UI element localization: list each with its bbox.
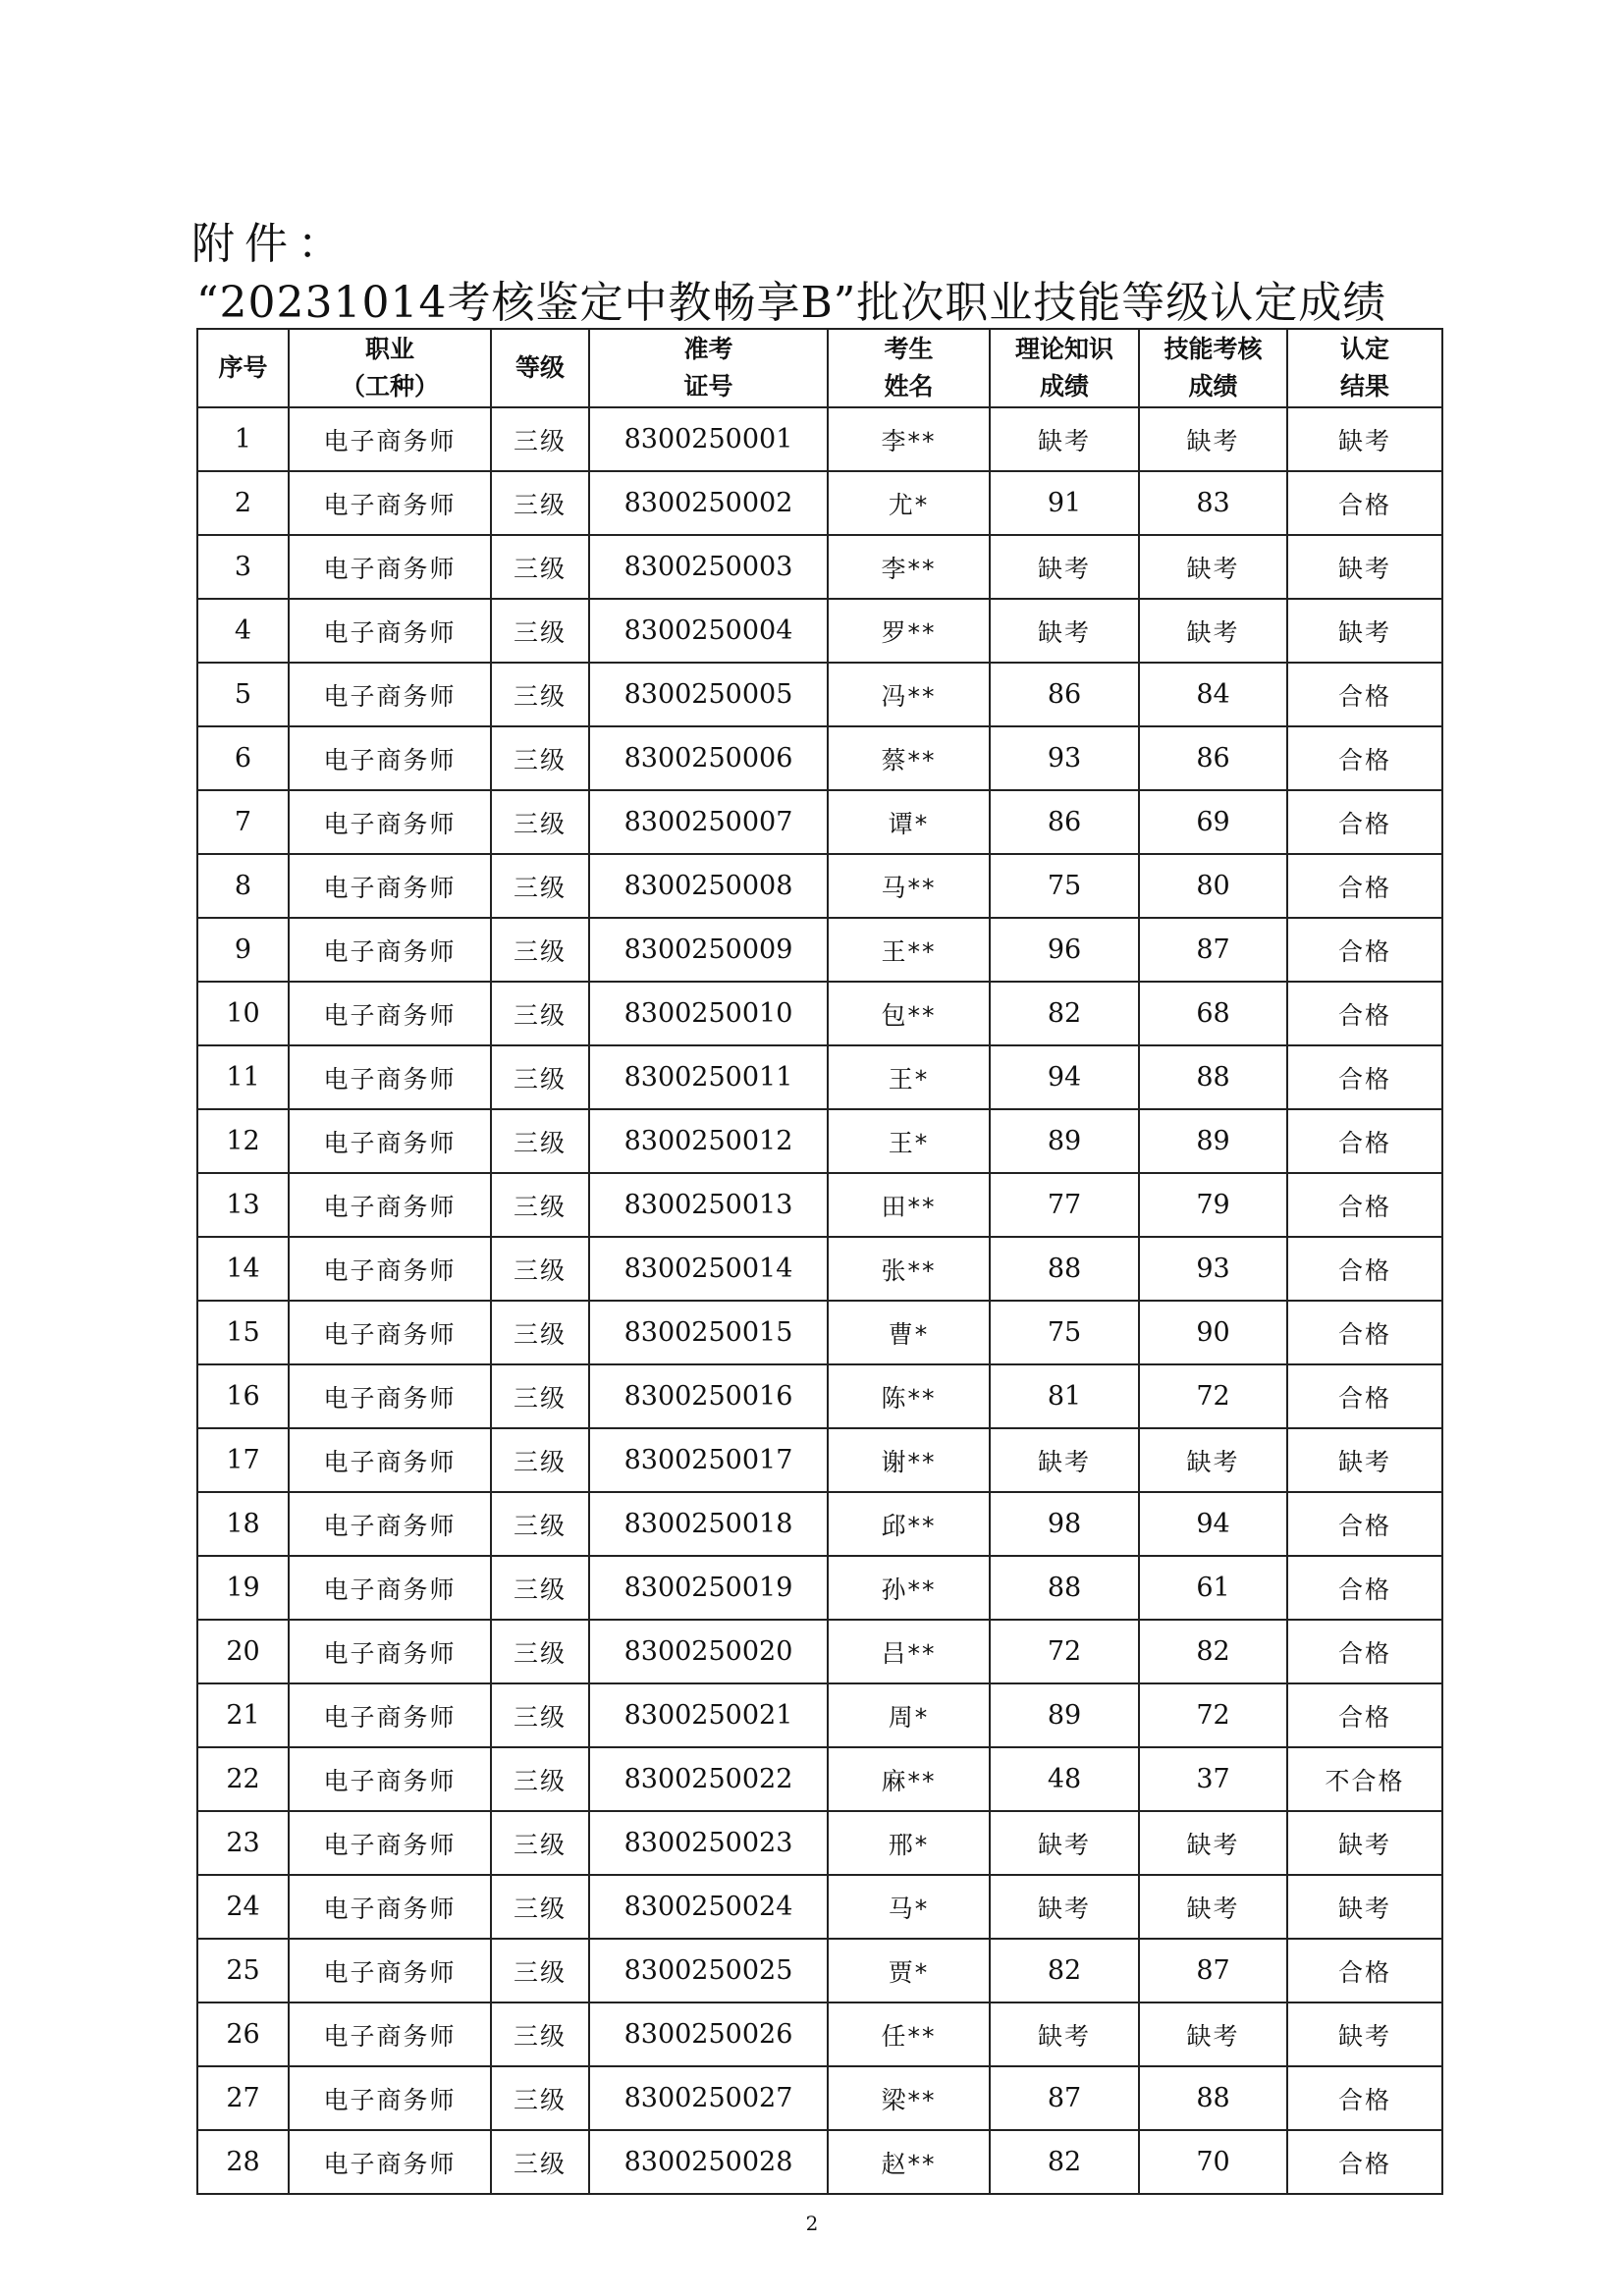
- cell-level: 三级: [491, 663, 589, 726]
- cell-exam-id: 8300250018: [589, 1492, 828, 1556]
- column-header-line2: 证号: [683, 372, 733, 400]
- cell-exam-id: 8300250012: [589, 1109, 828, 1173]
- table-row: [197, 2002, 1442, 2066]
- cell-theory-score: 91: [990, 471, 1139, 535]
- cell-exam-id: 8300250015: [589, 1301, 828, 1364]
- cell-exam-id: 8300250021: [589, 1683, 828, 1747]
- cell-exam-id: 8300250008: [589, 854, 828, 918]
- cell-skill-score: 87: [1139, 918, 1287, 982]
- cell-theory-score: 75: [990, 1301, 1139, 1364]
- cell-occupation: 电子商务师: [289, 1875, 491, 1939]
- cell-skill-score: 缺考: [1139, 1428, 1287, 1492]
- cell-skill-score: 72: [1139, 1683, 1287, 1747]
- cell-skill-score: 79: [1139, 1173, 1287, 1237]
- cell-result: 合格: [1287, 854, 1442, 918]
- table-row: [197, 2066, 1442, 2130]
- cell-exam-id: 8300250014: [589, 1237, 828, 1301]
- cell-occupation: 电子商务师: [289, 535, 491, 599]
- cell-candidate-name: 马*: [828, 1875, 990, 1939]
- column-header: [1287, 329, 1442, 407]
- cell-result: 合格: [1287, 1620, 1442, 1683]
- cell-result: 合格: [1287, 1109, 1442, 1173]
- table-header-row: [197, 329, 1442, 407]
- cell-candidate-name: 吕**: [828, 1620, 990, 1683]
- cell-seq: 20: [197, 1620, 289, 1683]
- cell-exam-id: 8300250004: [589, 599, 828, 663]
- cell-theory-score: 98: [990, 1492, 1139, 1556]
- cell-result: 合格: [1287, 663, 1442, 726]
- cell-exam-id: 8300250009: [589, 918, 828, 982]
- table-row: [197, 1683, 1442, 1747]
- cell-level: 三级: [491, 726, 589, 790]
- results-table: [196, 328, 1443, 2195]
- cell-occupation: 电子商务师: [289, 726, 491, 790]
- cell-level: 三级: [491, 1301, 589, 1364]
- cell-level: 三级: [491, 1811, 589, 1875]
- table-row: [197, 407, 1442, 471]
- cell-occupation: 电子商务师: [289, 1364, 491, 1428]
- cell-level: 三级: [491, 854, 589, 918]
- cell-level: 三级: [491, 1939, 589, 2002]
- table-row: [197, 1875, 1442, 1939]
- cell-exam-id: 8300250001: [589, 407, 828, 471]
- cell-skill-score: 90: [1139, 1301, 1287, 1364]
- cell-occupation: 电子商务师: [289, 1556, 491, 1620]
- cell-exam-id: 8300250027: [589, 2066, 828, 2130]
- cell-occupation: 电子商务师: [289, 1492, 491, 1556]
- cell-result: 缺考: [1287, 599, 1442, 663]
- cell-theory-score: 缺考: [990, 1428, 1139, 1492]
- cell-level: 三级: [491, 1556, 589, 1620]
- table-row: [197, 471, 1442, 535]
- cell-result: 合格: [1287, 1301, 1442, 1364]
- cell-skill-score: 89: [1139, 1109, 1287, 1173]
- cell-exam-id: 8300250022: [589, 1747, 828, 1811]
- cell-candidate-name: 罗**: [828, 599, 990, 663]
- cell-level: 三级: [491, 1428, 589, 1492]
- column-header: [197, 329, 289, 407]
- cell-seq: 8: [197, 854, 289, 918]
- cell-result: 合格: [1287, 1364, 1442, 1428]
- cell-level: 三级: [491, 1875, 589, 1939]
- cell-exam-id: 8300250019: [589, 1556, 828, 1620]
- cell-theory-score: 88: [990, 1556, 1139, 1620]
- table-row: [197, 1045, 1442, 1109]
- cell-theory-score: 81: [990, 1364, 1139, 1428]
- cell-level: 三级: [491, 1045, 589, 1109]
- cell-result: 缺考: [1287, 1428, 1442, 1492]
- cell-level: 三级: [491, 790, 589, 854]
- cell-seq: 22: [197, 1747, 289, 1811]
- cell-occupation: 电子商务师: [289, 1939, 491, 2002]
- cell-candidate-name: 赵**: [828, 2130, 990, 2194]
- cell-occupation: 电子商务师: [289, 1811, 491, 1875]
- cell-skill-score: 缺考: [1139, 1875, 1287, 1939]
- cell-level: 三级: [491, 1683, 589, 1747]
- cell-level: 三级: [491, 1237, 589, 1301]
- cell-skill-score: 82: [1139, 1620, 1287, 1683]
- cell-candidate-name: 任**: [828, 2002, 990, 2066]
- cell-theory-score: 缺考: [990, 1875, 1139, 1939]
- cell-seq: 28: [197, 2130, 289, 2194]
- cell-theory-score: 缺考: [990, 1811, 1139, 1875]
- table-row: [197, 1237, 1442, 1301]
- column-header-line1: 序号: [218, 353, 268, 382]
- cell-level: 三级: [491, 599, 589, 663]
- cell-theory-score: 94: [990, 1045, 1139, 1109]
- cell-exam-id: 8300250002: [589, 471, 828, 535]
- cell-candidate-name: 王*: [828, 1045, 990, 1109]
- column-header-line1: 等级: [514, 353, 565, 382]
- cell-occupation: 电子商务师: [289, 1301, 491, 1364]
- table-row: [197, 1939, 1442, 2002]
- cell-seq: 13: [197, 1173, 289, 1237]
- cell-skill-score: 61: [1139, 1556, 1287, 1620]
- cell-theory-score: 缺考: [990, 2002, 1139, 2066]
- column-header-line2: 结果: [1339, 372, 1389, 400]
- column-header: [491, 329, 589, 407]
- cell-occupation: 电子商务师: [289, 982, 491, 1045]
- cell-level: 三级: [491, 2002, 589, 2066]
- cell-occupation: 电子商务师: [289, 1747, 491, 1811]
- cell-level: 三级: [491, 1492, 589, 1556]
- cell-result: 合格: [1287, 790, 1442, 854]
- cell-occupation: 电子商务师: [289, 790, 491, 854]
- column-header: [1139, 329, 1287, 407]
- cell-theory-score: 48: [990, 1747, 1139, 1811]
- table-row: [197, 1747, 1442, 1811]
- cell-candidate-name: 邢*: [828, 1811, 990, 1875]
- cell-theory-score: 77: [990, 1173, 1139, 1237]
- cell-result: 缺考: [1287, 1811, 1442, 1875]
- table-row: [197, 854, 1442, 918]
- cell-seq: 25: [197, 1939, 289, 2002]
- cell-skill-score: 83: [1139, 471, 1287, 535]
- cell-exam-id: 8300250011: [589, 1045, 828, 1109]
- cell-candidate-name: 马**: [828, 854, 990, 918]
- table-row: [197, 1109, 1442, 1173]
- cell-occupation: 电子商务师: [289, 2130, 491, 2194]
- cell-result: 合格: [1287, 2130, 1442, 2194]
- cell-exam-id: 8300250020: [589, 1620, 828, 1683]
- table-row: [197, 790, 1442, 854]
- cell-exam-id: 8300250006: [589, 726, 828, 790]
- table-row: [197, 1620, 1442, 1683]
- cell-result: 合格: [1287, 1173, 1442, 1237]
- cell-candidate-name: 田**: [828, 1173, 990, 1237]
- cell-candidate-name: 包**: [828, 982, 990, 1045]
- cell-theory-score: 88: [990, 1237, 1139, 1301]
- cell-occupation: 电子商务师: [289, 1683, 491, 1747]
- cell-result: 合格: [1287, 918, 1442, 982]
- column-header: [289, 329, 491, 407]
- cell-occupation: 电子商务师: [289, 854, 491, 918]
- cell-level: 三级: [491, 1173, 589, 1237]
- cell-result: 缺考: [1287, 535, 1442, 599]
- column-header-line1: 考生: [884, 335, 934, 363]
- cell-theory-score: 96: [990, 918, 1139, 982]
- cell-seq: 3: [197, 535, 289, 599]
- cell-level: 三级: [491, 2130, 589, 2194]
- column-header-line2: 姓名: [884, 372, 934, 400]
- cell-result: 缺考: [1287, 1875, 1442, 1939]
- column-header: [990, 329, 1139, 407]
- cell-occupation: 电子商务师: [289, 1237, 491, 1301]
- cell-level: 三级: [491, 471, 589, 535]
- cell-skill-score: 72: [1139, 1364, 1287, 1428]
- table-row: [197, 535, 1442, 599]
- cell-skill-score: 87: [1139, 1939, 1287, 2002]
- cell-seq: 26: [197, 2002, 289, 2066]
- cell-candidate-name: 李**: [828, 535, 990, 599]
- cell-level: 三级: [491, 1620, 589, 1683]
- cell-seq: 23: [197, 1811, 289, 1875]
- cell-occupation: 电子商务师: [289, 471, 491, 535]
- cell-exam-id: 8300250003: [589, 535, 828, 599]
- cell-level: 三级: [491, 1364, 589, 1428]
- table-row: [197, 1364, 1442, 1428]
- cell-result: 合格: [1287, 1683, 1442, 1747]
- cell-result: 不合格: [1287, 1747, 1442, 1811]
- cell-candidate-name: 谭*: [828, 790, 990, 854]
- cell-candidate-name: 蔡**: [828, 726, 990, 790]
- cell-seq: 16: [197, 1364, 289, 1428]
- attachment-label: 附件：: [191, 219, 351, 269]
- cell-seq: 7: [197, 790, 289, 854]
- cell-candidate-name: 尤*: [828, 471, 990, 535]
- cell-seq: 2: [197, 471, 289, 535]
- cell-seq: 17: [197, 1428, 289, 1492]
- cell-exam-id: 8300250025: [589, 1939, 828, 2002]
- cell-result: 合格: [1287, 471, 1442, 535]
- cell-occupation: 电子商务师: [289, 407, 491, 471]
- table-row: [197, 1492, 1442, 1556]
- cell-skill-score: 86: [1139, 726, 1287, 790]
- cell-seq: 27: [197, 2066, 289, 2130]
- cell-exam-id: 8300250016: [589, 1364, 828, 1428]
- cell-theory-score: 72: [990, 1620, 1139, 1683]
- cell-skill-score: 37: [1139, 1747, 1287, 1811]
- cell-level: 三级: [491, 535, 589, 599]
- table-row: [197, 1811, 1442, 1875]
- column-header-line2: 成绩: [1039, 372, 1089, 400]
- cell-theory-score: 缺考: [990, 407, 1139, 471]
- table-row: [197, 599, 1442, 663]
- cell-exam-id: 8300250028: [589, 2130, 828, 2194]
- cell-candidate-name: 曹*: [828, 1301, 990, 1364]
- column-header-line1: 认定: [1339, 335, 1389, 363]
- cell-theory-score: 86: [990, 790, 1139, 854]
- cell-candidate-name: 王**: [828, 918, 990, 982]
- cell-exam-id: 8300250024: [589, 1875, 828, 1939]
- cell-skill-score: 缺考: [1139, 599, 1287, 663]
- cell-theory-score: 82: [990, 2130, 1139, 2194]
- cell-skill-score: 70: [1139, 2130, 1287, 2194]
- cell-theory-score: 75: [990, 854, 1139, 918]
- cell-theory-score: 82: [990, 982, 1139, 1045]
- cell-occupation: 电子商务师: [289, 1428, 491, 1492]
- cell-seq: 5: [197, 663, 289, 726]
- cell-skill-score: 84: [1139, 663, 1287, 726]
- cell-theory-score: 89: [990, 1109, 1139, 1173]
- cell-skill-score: 缺考: [1139, 407, 1287, 471]
- cell-occupation: 电子商务师: [289, 2002, 491, 2066]
- cell-result: 缺考: [1287, 2002, 1442, 2066]
- cell-candidate-name: 陈**: [828, 1364, 990, 1428]
- page-number: 2: [805, 2212, 819, 2235]
- cell-occupation: 电子商务师: [289, 663, 491, 726]
- cell-exam-id: 8300250005: [589, 663, 828, 726]
- cell-skill-score: 88: [1139, 1045, 1287, 1109]
- cell-candidate-name: 周*: [828, 1683, 990, 1747]
- cell-exam-id: 8300250017: [589, 1428, 828, 1492]
- cell-theory-score: 82: [990, 1939, 1139, 2002]
- cell-candidate-name: 张**: [828, 1237, 990, 1301]
- cell-occupation: 电子商务师: [289, 1045, 491, 1109]
- cell-seq: 18: [197, 1492, 289, 1556]
- cell-candidate-name: 邱**: [828, 1492, 990, 1556]
- cell-theory-score: 87: [990, 2066, 1139, 2130]
- cell-level: 三级: [491, 918, 589, 982]
- cell-skill-score: 93: [1139, 1237, 1287, 1301]
- cell-occupation: 电子商务师: [289, 2066, 491, 2130]
- table-row: [197, 1556, 1442, 1620]
- table-row: [197, 918, 1442, 982]
- cell-skill-score: 68: [1139, 982, 1287, 1045]
- cell-result: 合格: [1287, 1492, 1442, 1556]
- cell-seq: 6: [197, 726, 289, 790]
- column-header-line2: （工种）: [340, 372, 439, 400]
- cell-occupation: 电子商务师: [289, 1620, 491, 1683]
- cell-result: 缺考: [1287, 407, 1442, 471]
- table-row: [197, 2130, 1442, 2194]
- cell-level: 三级: [491, 1747, 589, 1811]
- cell-seq: 19: [197, 1556, 289, 1620]
- cell-occupation: 电子商务师: [289, 1173, 491, 1237]
- cell-skill-score: 80: [1139, 854, 1287, 918]
- cell-level: 三级: [491, 2066, 589, 2130]
- cell-skill-score: 88: [1139, 2066, 1287, 2130]
- cell-seq: 21: [197, 1683, 289, 1747]
- cell-candidate-name: 王*: [828, 1109, 990, 1173]
- table-row: [197, 1173, 1442, 1237]
- cell-exam-id: 8300250013: [589, 1173, 828, 1237]
- table-row: [197, 1428, 1442, 1492]
- table-body: [197, 407, 1442, 2194]
- cell-seq: 24: [197, 1875, 289, 1939]
- cell-occupation: 电子商务师: [289, 1109, 491, 1173]
- column-header-line1: 理论知识: [1014, 335, 1113, 363]
- cell-candidate-name: 麻**: [828, 1747, 990, 1811]
- cell-theory-score: 89: [990, 1683, 1139, 1747]
- cell-candidate-name: 李**: [828, 407, 990, 471]
- column-header-line1: 职业: [364, 335, 414, 363]
- cell-exam-id: 8300250007: [589, 790, 828, 854]
- cell-result: 合格: [1287, 726, 1442, 790]
- cell-skill-score: 缺考: [1139, 2002, 1287, 2066]
- cell-candidate-name: 贾*: [828, 1939, 990, 2002]
- cell-seq: 1: [197, 407, 289, 471]
- cell-candidate-name: 冯**: [828, 663, 990, 726]
- cell-theory-score: 93: [990, 726, 1139, 790]
- cell-seq: 12: [197, 1109, 289, 1173]
- cell-level: 三级: [491, 1109, 589, 1173]
- cell-skill-score: 缺考: [1139, 535, 1287, 599]
- cell-result: 合格: [1287, 1556, 1442, 1620]
- cell-result: 合格: [1287, 1045, 1442, 1109]
- column-header: [589, 329, 828, 407]
- cell-level: 三级: [491, 407, 589, 471]
- cell-result: 合格: [1287, 1939, 1442, 2002]
- cell-theory-score: 缺考: [990, 599, 1139, 663]
- cell-level: 三级: [491, 982, 589, 1045]
- table-row: [197, 663, 1442, 726]
- column-header-line1: 准考: [683, 335, 733, 363]
- column-header: [828, 329, 990, 407]
- cell-result: 合格: [1287, 982, 1442, 1045]
- cell-theory-score: 86: [990, 663, 1139, 726]
- column-header-line1: 技能考核: [1164, 335, 1263, 363]
- cell-candidate-name: 梁**: [828, 2066, 990, 2130]
- cell-exam-id: 8300250023: [589, 1811, 828, 1875]
- table-row: [197, 1301, 1442, 1364]
- cell-occupation: 电子商务师: [289, 599, 491, 663]
- cell-skill-score: 69: [1139, 790, 1287, 854]
- cell-seq: 15: [197, 1301, 289, 1364]
- cell-skill-score: 缺考: [1139, 1811, 1287, 1875]
- cell-seq: 14: [197, 1237, 289, 1301]
- table-row: [197, 982, 1442, 1045]
- cell-seq: 4: [197, 599, 289, 663]
- cell-result: 合格: [1287, 2066, 1442, 2130]
- column-header-line2: 成绩: [1188, 372, 1238, 400]
- cell-seq: 10: [197, 982, 289, 1045]
- cell-candidate-name: 谢**: [828, 1428, 990, 1492]
- cell-exam-id: 8300250010: [589, 982, 828, 1045]
- cell-candidate-name: 孙**: [828, 1556, 990, 1620]
- cell-theory-score: 缺考: [990, 535, 1139, 599]
- cell-occupation: 电子商务师: [289, 918, 491, 982]
- cell-result: 合格: [1287, 1237, 1442, 1301]
- table-row: [197, 726, 1442, 790]
- cell-seq: 11: [197, 1045, 289, 1109]
- document-title: “20231014考核鉴定中教畅享B”批次职业技能等级认定成绩: [196, 278, 1387, 328]
- cell-exam-id: 8300250026: [589, 2002, 828, 2066]
- cell-seq: 9: [197, 918, 289, 982]
- cell-skill-score: 94: [1139, 1492, 1287, 1556]
